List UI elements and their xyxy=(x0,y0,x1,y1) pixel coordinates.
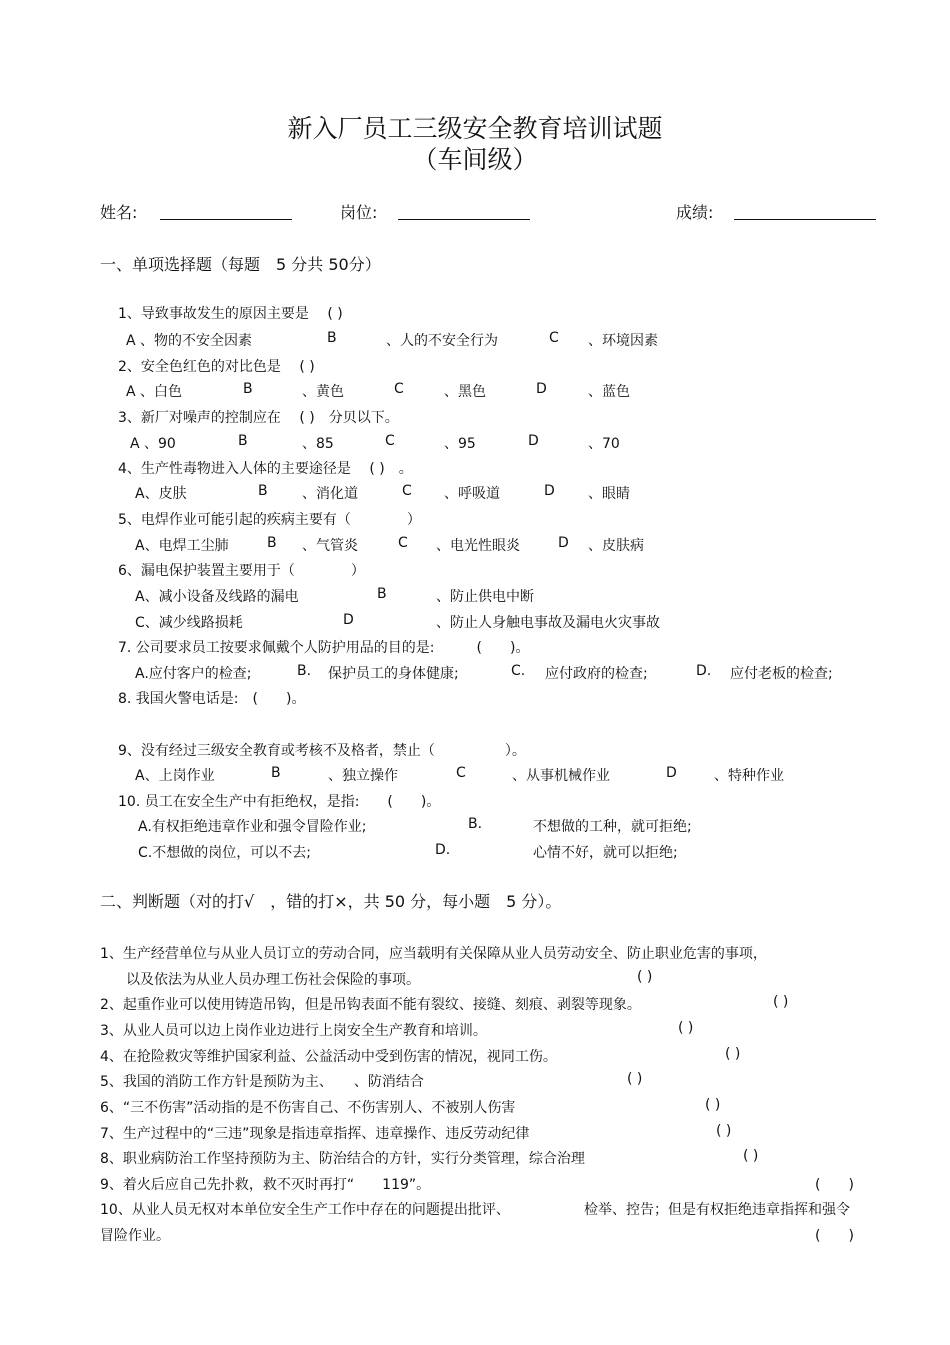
q10-option-a: A.有权拒绝违章作业和强令冒险作业; xyxy=(138,819,367,835)
q2-option-d-text: 、蓝色 xyxy=(588,384,630,400)
judge-item-1-blank[interactable]: ( ) xyxy=(637,969,653,985)
q4-option-b-letter: B xyxy=(258,483,268,499)
q3-option-a: A 、90 xyxy=(130,436,176,452)
q10-option-d-letter: D. xyxy=(435,842,451,858)
q1-option-b-text: 、人的不安全行为 xyxy=(386,333,498,349)
q6-option-c: C、减少线路损耗 xyxy=(135,615,243,631)
q5-option-c-letter: C xyxy=(398,535,408,551)
q3-option-c-letter: C xyxy=(385,433,395,449)
judge-item-6-blank[interactable]: ( ) xyxy=(705,1097,721,1113)
question-5: 5、电焊作业可能引起的疾病主要有（ ） xyxy=(118,512,421,528)
q9-option-b-text: 、独立操作 xyxy=(328,768,398,784)
judge-item-7-blank[interactable]: ( ) xyxy=(716,1123,732,1139)
judge-item-8-blank[interactable]: ( ) xyxy=(743,1148,759,1164)
score-label: 成绩: xyxy=(676,203,714,222)
q10-option-d-text: 心情不好，就可以拒绝; xyxy=(533,845,678,861)
score-field-line[interactable] xyxy=(734,219,876,220)
post-label: 岗位: xyxy=(340,203,378,222)
judge-item-2-blank[interactable]: ( ) xyxy=(773,994,789,1010)
question-10: 10. 员工在安全生产中有拒绝权，是指: ( )。 xyxy=(118,794,441,810)
q9-option-b-letter: B xyxy=(271,765,281,781)
q5-option-d-letter: D xyxy=(558,535,569,551)
section1-heading: 一、单项选择题（每题 5 分共 50分） xyxy=(100,255,381,274)
page-subtitle: （车间级） xyxy=(412,145,538,174)
q6-option-b-letter: B xyxy=(377,586,387,602)
q4-option-d-text: 、眼睛 xyxy=(588,486,630,502)
q3-option-c-text: 、95 xyxy=(444,436,476,452)
q5-option-c-text: 、电光性眼炎 xyxy=(436,538,520,554)
q2-option-d-letter: D xyxy=(536,381,547,397)
q4-option-b-text: 、消化道 xyxy=(302,486,358,502)
q1-option-a: A 、物的不安全因素 xyxy=(126,333,253,349)
q6-option-b-text: 、防止供电中断 xyxy=(436,589,534,605)
name-label: 姓名: xyxy=(100,203,138,222)
q7-option-c-text: 应付政府的检查; xyxy=(545,666,648,682)
judge-item-9-blank[interactable]: ( ) xyxy=(815,1177,854,1193)
q6-option-a: A、减小设备及线路的漏电 xyxy=(135,589,299,605)
judge-item-4-blank[interactable]: ( ) xyxy=(725,1046,741,1062)
q6-option-d-text: 、防止人身触电事故及漏电火灾事故 xyxy=(436,615,660,631)
q7-option-d-text: 应付老板的检查; xyxy=(730,666,833,682)
post-field-line[interactable] xyxy=(398,219,530,220)
question-6: 6、漏电保护装置主要用于（ ） xyxy=(118,563,365,579)
q2-option-c-letter: C xyxy=(394,381,404,397)
q4-option-d-letter: D xyxy=(544,483,555,499)
judge-item-5: 5、我国的消防工作方针是预防为主、 、防消结合 xyxy=(100,1074,424,1090)
judge-item-10-line1b: 检举、控告；但是有权拒绝违章指挥和强令 xyxy=(584,1202,850,1218)
q7-option-d-letter: D. xyxy=(696,663,712,679)
q2-option-c-text: 、黑色 xyxy=(444,384,486,400)
q2-option-b-text: 、黄色 xyxy=(302,384,344,400)
question-7: 7. 公司要求员工按要求佩戴个人防护用品的目的是: ( )。 xyxy=(118,640,530,656)
question-8: 8. 我国火警电话是: ( )。 xyxy=(118,691,306,707)
q5-option-a: A、电焊工尘肺 xyxy=(135,538,229,554)
q5-option-b-text: 、气管炎 xyxy=(302,538,358,554)
q3-option-b-text: 、85 xyxy=(302,436,334,452)
q9-option-c-text: 、从事机械作业 xyxy=(512,768,610,784)
q2-option-b-letter: B xyxy=(243,381,253,397)
question-1: 1、导致事故发生的原因主要是 ( ) xyxy=(118,306,343,322)
judge-item-10-line2: 冒险作业。 xyxy=(100,1228,170,1244)
q7-option-b-text: 保护员工的身体健康; xyxy=(328,666,459,682)
q10-option-b-text: 不想做的工种，就可拒绝; xyxy=(533,819,692,835)
judge-item-7: 7、生产过程中的“三违”现象是指违章指挥、违章操作、违反劳动纪律 xyxy=(100,1126,530,1142)
q5-option-b-letter: B xyxy=(267,535,277,551)
q4-option-a: A、皮肤 xyxy=(135,486,187,502)
judge-item-10-blank[interactable]: ( ) xyxy=(815,1228,854,1244)
question-9: 9、没有经过三级安全教育或考核不及格者，禁止（ ）。 xyxy=(118,743,526,759)
q1-option-c-letter: C xyxy=(549,330,559,346)
question-3: 3、新厂对噪声的控制应在 ( ) 分贝以下。 xyxy=(118,410,399,426)
judge-item-2: 2、起重作业可以使用铸造吊钩，但是吊钩表面不能有裂纹、接缝、刻痕、剥裂等现象。 xyxy=(100,997,641,1013)
q4-option-c-text: 、呼吸道 xyxy=(444,486,500,502)
judge-item-8: 8、职业病防治工作坚持预防为主、防治结合的方针，实行分类管理，综合治理 xyxy=(100,1151,585,1167)
q5-option-d-text: 、皮肤病 xyxy=(588,538,644,554)
q9-option-d-letter: D xyxy=(666,765,677,781)
q7-option-c-letter: C. xyxy=(511,663,526,679)
judge-item-10-line1a: 10、从业人员无权对本单位安全生产工作中存在的问题提出批评、 xyxy=(100,1202,510,1218)
question-2: 2、安全色红色的对比色是 ( ) xyxy=(118,359,315,375)
q4-option-c-letter: C xyxy=(402,483,412,499)
question-4: 4、生产性毒物进入人体的主要途径是 ( ) 。 xyxy=(118,461,413,477)
q3-option-d-letter: D xyxy=(528,433,539,449)
q3-option-b-letter: B xyxy=(238,433,248,449)
section2-heading: 二、判断题（对的打√ ，错的打×，共 50 分，每小题 5 分）。 xyxy=(100,892,562,911)
q9-option-d-text: 、特种作业 xyxy=(714,768,784,784)
judge-item-6: 6、“三不伤害”活动指的是不伤害自己、不伤害别人、不被别人伤害 xyxy=(100,1100,516,1116)
q3-option-d-text: 、70 xyxy=(588,436,620,452)
q1-option-c-text: 、环境因素 xyxy=(588,333,658,349)
q10-option-c: C.不想做的岗位，可以不去; xyxy=(138,845,311,861)
name-field-line[interactable] xyxy=(160,219,292,220)
q9-option-a: A、上岗作业 xyxy=(135,768,215,784)
q7-option-b-letter: B. xyxy=(297,663,312,679)
judge-item-5-blank[interactable]: ( ) xyxy=(627,1071,643,1087)
q6-option-d-letter: D xyxy=(343,612,354,628)
q10-option-b-letter: B. xyxy=(468,816,483,832)
q9-option-c-letter: C xyxy=(456,765,466,781)
q2-option-a: A 、白色 xyxy=(126,384,183,400)
page-title: 新入厂员工三级安全教育培训试题 xyxy=(287,114,663,143)
judge-item-1-line2: 以及依法为从业人员办理工伤社会保险的事项。 xyxy=(126,972,420,988)
judge-item-9: 9、着火后应自己先扑救，救不灭时再打“ 119”。 xyxy=(100,1177,431,1193)
judge-item-4: 4、在抢险救灾等维护国家利益、公益活动中受到伤害的情况，视同工伤。 xyxy=(100,1049,557,1065)
judge-item-3-blank[interactable]: ( ) xyxy=(678,1020,694,1036)
q1-option-b-letter: B xyxy=(327,330,337,346)
q7-option-a: A.应付客户的检查; xyxy=(135,666,252,682)
judge-item-1-line1: 1、生产经营单位与从业人员订立的劳动合同，应当载明有关保障从业人员劳动安全、防止职业危害的事项， xyxy=(100,946,767,962)
judge-item-3: 3、从业人员可以边上岗作业边进行上岗安全生产教育和培训。 xyxy=(100,1023,487,1039)
